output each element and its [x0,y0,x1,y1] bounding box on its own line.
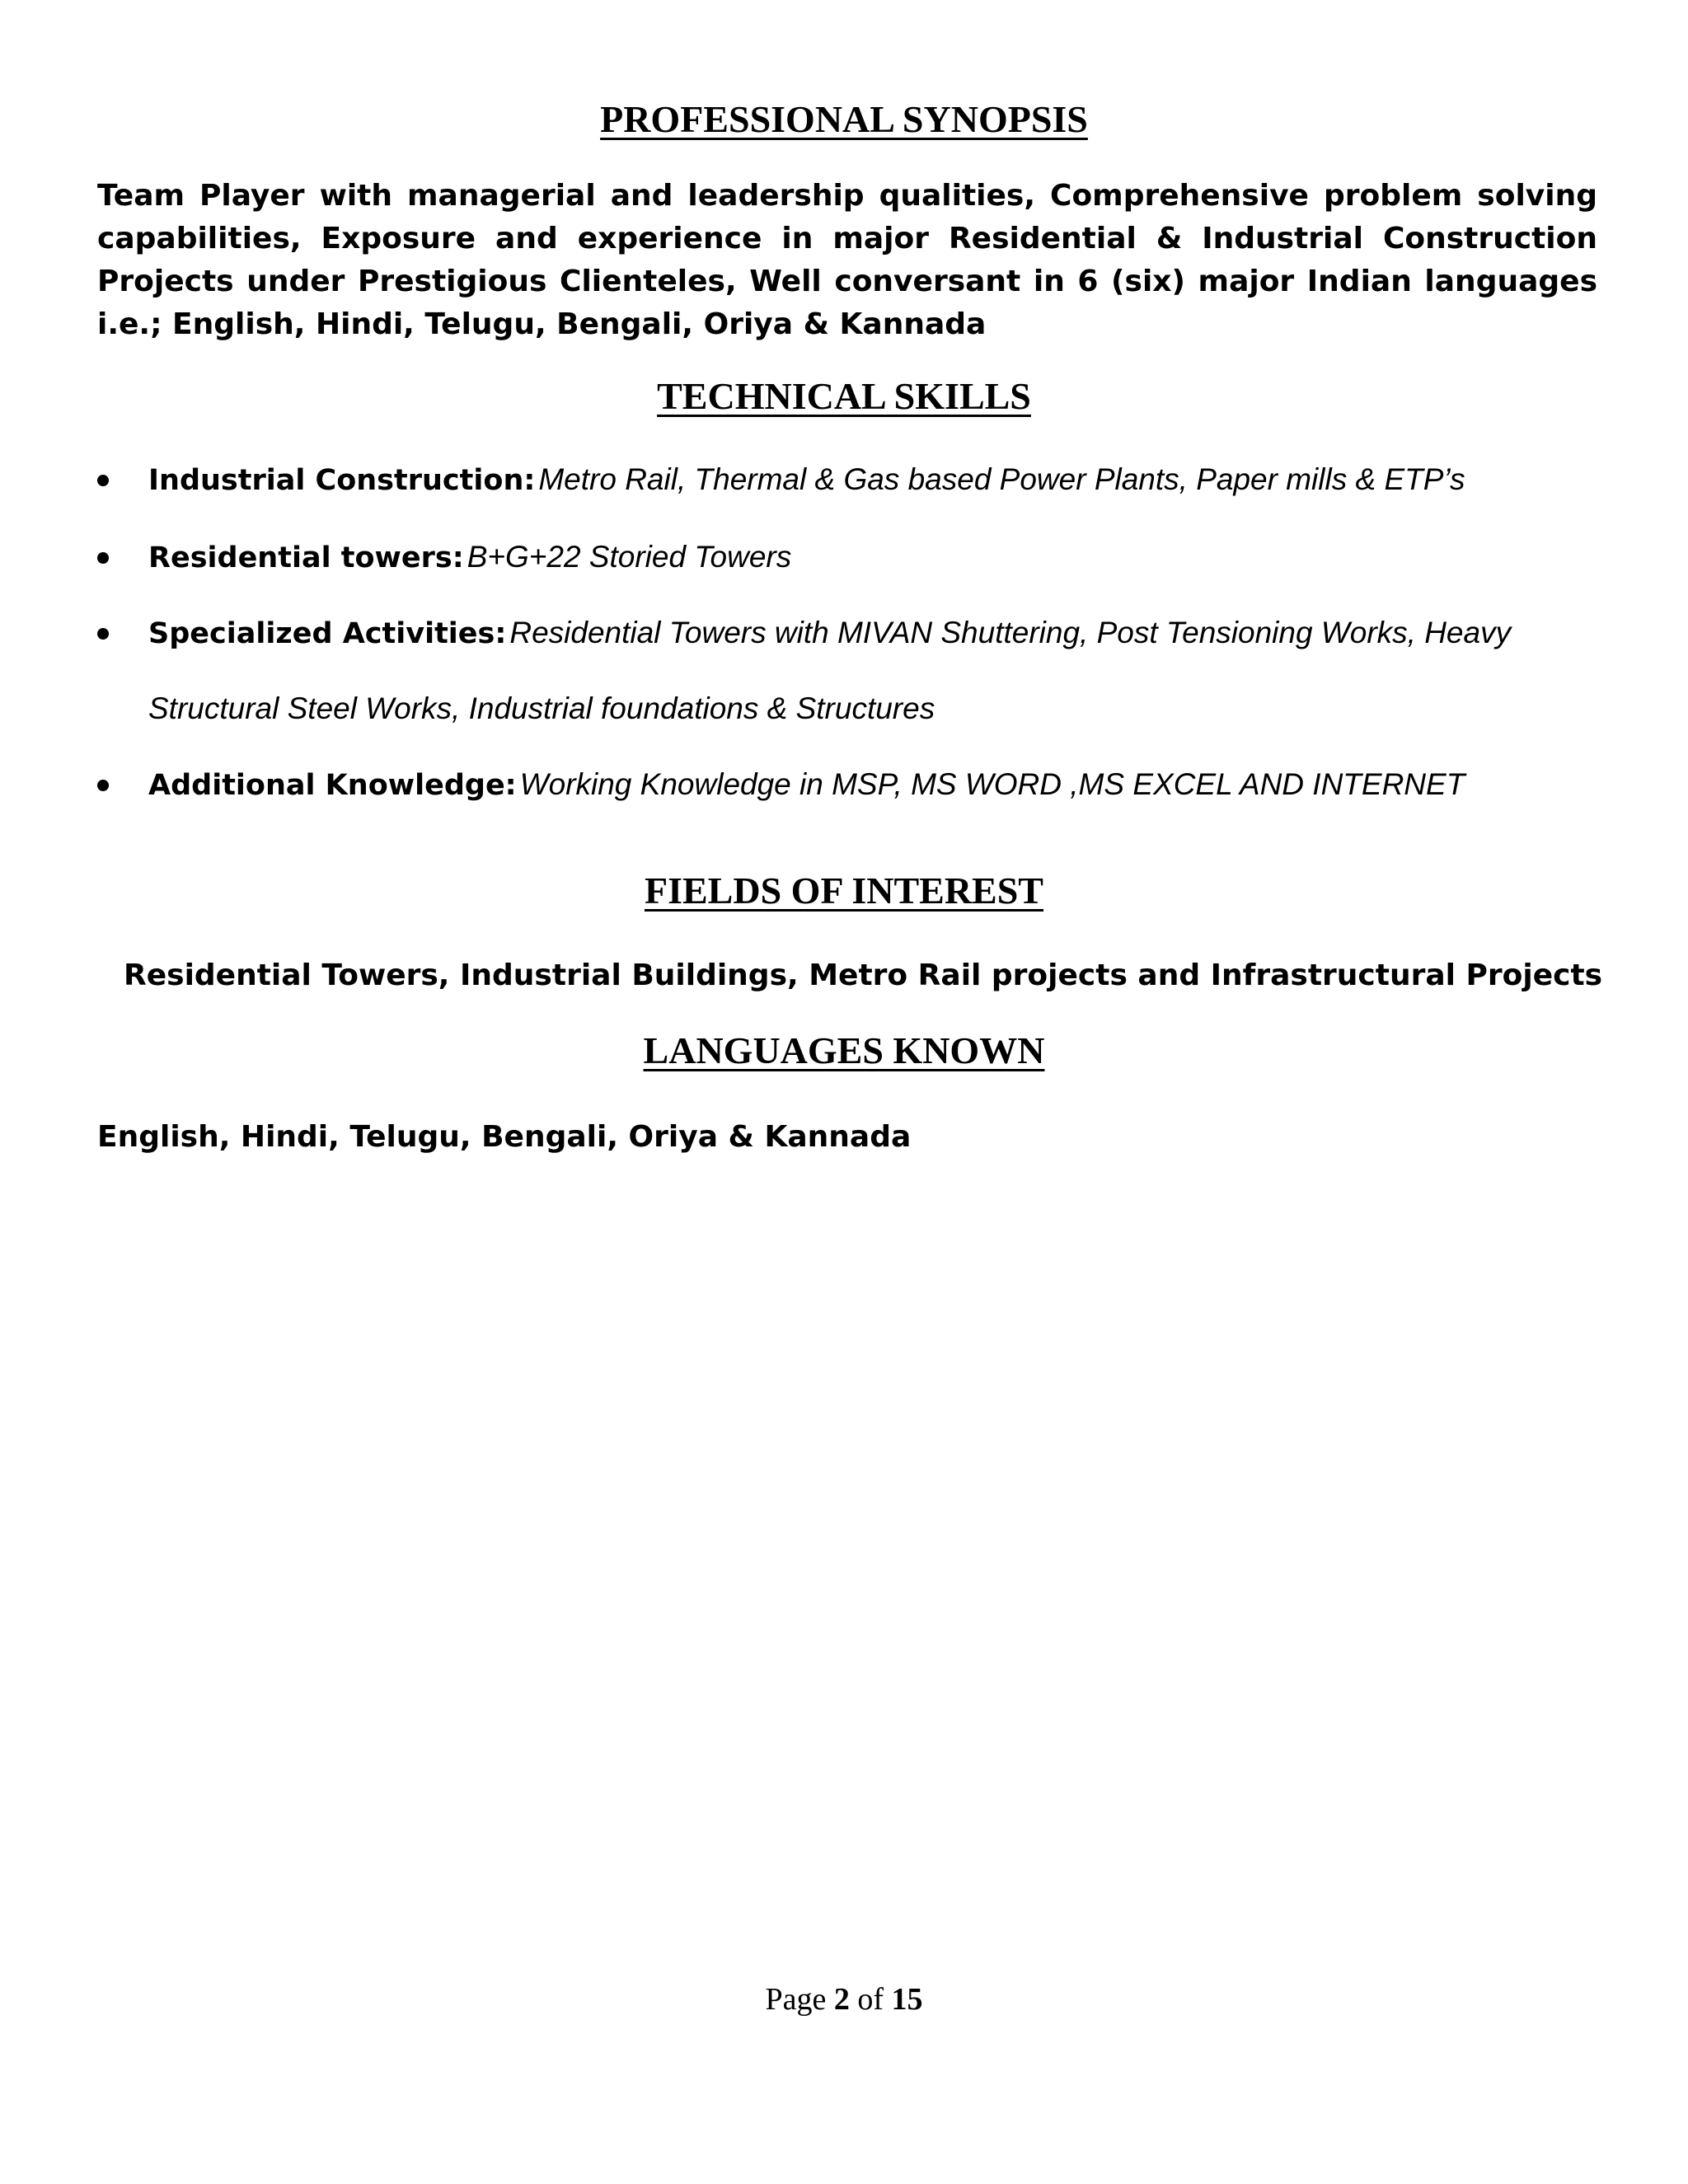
fields-of-interest-text: Residential Towers, Industrial Buildings, Metro Rail projects and Infrastructural Projects [124,958,1603,992]
bullet-icon [97,475,109,486]
technical-skills-heading: TECHNICAL SKILLS [657,375,1031,417]
skill-item-text [148,750,1582,826]
skill-label: Additional Knowledge: [148,769,517,802]
bullet-icon [97,780,109,791]
skill-description: Residential Towers with MIVAN Shuttering, Post Tensioning Works, Heavy [509,616,1512,649]
languages-known-text: English, Hindi, Telugu, Bengali, Oriya & Kannada [97,1120,912,1154]
skill-description: Metro Rail, Thermal & Gas based Power Plants, Paper mills & ETP’s [538,462,1465,496]
languages-known-heading: LANGUAGES KNOWN [643,1029,1045,1071]
professional-synopsis-text: Team Player with managerial and leadership qualities, Comprehensive problem solving capabilities, Exposure and experience in major Residential & Industrial Construction Projects under Prestigious Clienteles, Well conversant in 6 (six) major Indian languages i.e.; English, Hindi, Telugu, Bengali, Oriya & Kannada [97,179,1597,341]
skill-label: Specialized Activities: [148,617,507,650]
page-current: 2 [833,1982,850,2017]
skill-label: Residential towers: [148,541,464,574]
page-number-footer [0,1981,1688,2018]
fields-of-interest-heading: FIELDS OF INTEREST [645,869,1043,912]
bullet-icon [97,552,109,564]
skill-item-text [148,598,1582,743]
bullet-icon [97,628,109,640]
skill-description: Working Knowledge in MSP, MS WORD ,MS EXCEL AND INTERNET [519,767,1465,801]
page-separator: of [857,1982,884,2017]
skill-item-text [148,523,1582,598]
professional-synopsis-heading: PROFESSIONAL SYNOPSIS [600,98,1088,140]
skill-label: Industrial Construction: [148,464,536,497]
page-total: 15 [891,1982,923,2017]
skill-description: B+G+22 Storied Towers [467,540,792,574]
page-prefix: Page [765,1982,827,2017]
skill-description-continued: Structural Steel Works, Industrial foundations & Structures [148,691,935,725]
skill-item-text [148,445,1582,521]
